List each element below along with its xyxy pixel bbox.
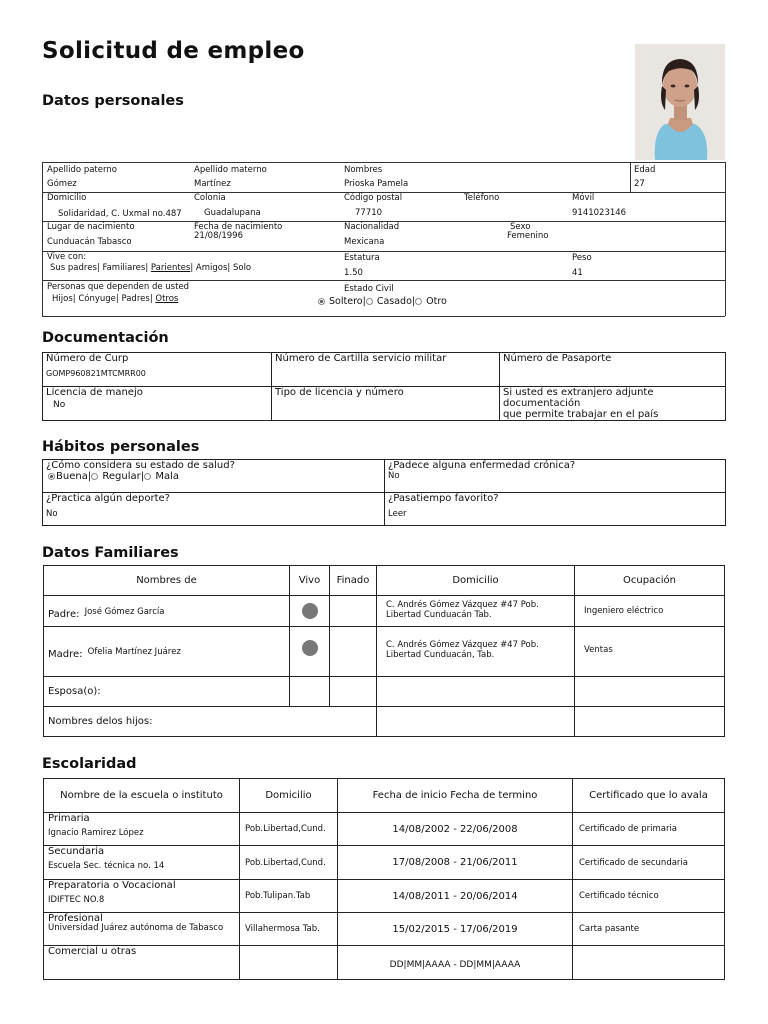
section-title-personal: Datos personales	[42, 93, 184, 109]
header-finado: Finado	[330, 566, 377, 596]
label-dependen: Personas que dependen de usted	[47, 282, 190, 292]
table-row	[44, 596, 725, 627]
school-name[interactable]: Ignacio Ramirez López	[48, 828, 144, 838]
label-peso: Peso	[572, 253, 592, 263]
family-table	[43, 565, 725, 737]
page-title: Solicitud de empleo	[42, 38, 305, 64]
section-title-documentation: Documentación	[42, 330, 169, 346]
value-cp[interactable]: 77710	[355, 208, 383, 218]
person-photo-icon	[635, 44, 725, 160]
estado-civil-options[interactable]: Soltero| Casado| Otro	[318, 296, 447, 307]
level-label: Preparatoria o Vocacional	[48, 880, 176, 891]
value-madre[interactable]: Ofelia Martínez Juárez	[87, 647, 181, 657]
label-esposa[interactable]: Esposa(o):	[44, 677, 290, 707]
option-otro[interactable]: Otro	[426, 296, 447, 307]
value-colonia[interactable]: Guadalupana	[204, 208, 261, 218]
value-peso[interactable]: 41	[572, 268, 583, 278]
option-mala[interactable]: Mala	[155, 471, 179, 482]
value-nacionalidad[interactable]: Mexicana	[344, 237, 385, 247]
school-dates[interactable]: DD|MM|AAAA - DD|MM|AAAA	[338, 946, 573, 980]
radio-icon[interactable]	[366, 298, 373, 305]
value-movil[interactable]: 9141023146	[572, 208, 627, 218]
value-licencia[interactable]: No	[53, 400, 66, 410]
label-extranjero-1: Si usted es extranjero adjunte documentación	[503, 387, 654, 409]
value-domicilio[interactable]: Solidaridad, C. Uxmal no.487	[58, 209, 182, 219]
label-estado-civil: Estado Civil	[344, 284, 394, 294]
table-row	[44, 627, 725, 677]
cell-extranjero[interactable]	[500, 387, 726, 421]
school-name[interactable]: IDIFTEC NO.8	[48, 895, 105, 905]
cell-padre[interactable]	[44, 596, 290, 627]
label-padre: Padre:	[48, 608, 80, 620]
cell-hijos-domicilio[interactable]	[377, 707, 575, 737]
school-cert[interactable]: Certificado técnico	[573, 880, 725, 913]
table-row	[44, 846, 725, 880]
section-title-family: Datos Familiares	[42, 545, 179, 561]
cell-madre-finado[interactable]	[330, 627, 377, 677]
label-apellido-materno: Apellido materno	[194, 165, 267, 175]
radio-icon[interactable]	[318, 298, 325, 305]
cell-curp[interactable]	[43, 353, 272, 387]
option-soltero[interactable]: Soltero	[329, 296, 363, 307]
label-hijos[interactable]: Nombres delos hijos:	[44, 707, 377, 737]
header-vivo: Vivo	[290, 566, 330, 596]
value-fecha-nacimiento[interactable]: 21/08/1996	[194, 231, 243, 241]
cell-esposa-vivo[interactable]	[290, 677, 330, 707]
option-hijos[interactable]: Hijos	[52, 294, 73, 304]
value-madre-domicilio-2: Libertad Cunduacán, Tab.	[386, 650, 495, 660]
table-row	[44, 946, 725, 980]
dependen-options[interactable]: Hijos| Cónyuge| Padres| Otros	[52, 294, 179, 304]
value-edad[interactable]: 27	[634, 179, 645, 189]
radio-icon[interactable]	[91, 473, 98, 480]
header-nombres: Nombres de	[44, 566, 290, 596]
option-conyuge[interactable]: Cónyuge	[78, 294, 116, 304]
label-lugar-nacimiento: Lugar de nacimiento	[47, 222, 135, 232]
school-dates[interactable]: 14/08/2002 - 22/06/2008	[338, 813, 573, 846]
school-name[interactable]: Universidad Juárez autónoma de Tabasco	[48, 923, 224, 933]
school-cert[interactable]: Certificado de primaria	[573, 813, 725, 846]
cell-deporte[interactable]	[43, 493, 385, 526]
section-title-habits: Hábitos personales	[42, 439, 200, 455]
cell-hijos-ocupacion[interactable]	[575, 707, 725, 737]
cell-licencia[interactable]	[43, 387, 272, 421]
level-label: Primaria	[48, 813, 90, 824]
label-apellido-paterno: Apellido paterno	[47, 165, 117, 175]
value-padre-ocupacion[interactable]: Ingeniero eléctrico	[575, 596, 725, 627]
cell-padre-finado[interactable]	[330, 596, 377, 627]
cell-school[interactable]	[44, 946, 240, 980]
option-regular[interactable]: Regular	[102, 471, 141, 482]
option-otros[interactable]: Otros	[155, 294, 179, 304]
radio-icon[interactable]	[415, 298, 422, 305]
school-address[interactable]	[240, 946, 338, 980]
radio-icon[interactable]	[144, 473, 151, 480]
header-ocupacion: Ocupación	[575, 566, 725, 596]
value-sexo[interactable]: Femenino	[507, 231, 549, 241]
label-vive-con: Vive con:	[47, 252, 87, 262]
header-certificado: Certificado que lo avala	[573, 779, 725, 813]
school-cert[interactable]: Carta pasante	[573, 913, 725, 946]
value-deporte[interactable]: No	[46, 509, 58, 519]
school-address[interactable]: Villahermosa Tab.	[240, 913, 338, 946]
label-nacionalidad: Nacionalidad	[344, 222, 400, 232]
label-madre: Madre:	[48, 649, 83, 660]
value-pasatiempo[interactable]: Leer	[388, 509, 407, 519]
table-row	[44, 880, 725, 913]
label-sexo: Sexo	[510, 222, 531, 232]
table-row	[44, 913, 725, 946]
cell-school[interactable]	[44, 880, 240, 913]
label-domicilio: Domicilio	[47, 193, 87, 203]
value-lugar-nacimiento[interactable]: Cunduacán Tabasco	[47, 237, 132, 247]
label-cp: Código postal	[344, 193, 403, 203]
section-title-schooling: Escolaridad	[42, 756, 137, 772]
cell-pasatiempo[interactable]	[385, 493, 726, 526]
value-apellido-paterno[interactable]: Gómez	[47, 179, 77, 189]
cell-salud[interactable]	[43, 460, 385, 493]
school-address[interactable]: Pob.Libertad,Cund.	[240, 813, 338, 846]
cell-pasaporte[interactable]	[500, 353, 726, 387]
label-telefono: Teléfono	[464, 193, 500, 203]
label-extranjero-2: que permite trabajar en el país	[503, 409, 659, 420]
school-name[interactable]: Escuela Sec. técnica no. 14	[48, 861, 165, 871]
label-fecha-nacimiento: Fecha de nacimiento	[194, 222, 283, 232]
value-curp[interactable]: GOMP960821MTCMRR00	[46, 369, 146, 378]
table-row	[44, 813, 725, 846]
cell-cartilla[interactable]	[272, 353, 500, 387]
filled-circle-icon	[302, 603, 318, 619]
option-buena[interactable]: Buena	[56, 471, 88, 482]
cell-cronica[interactable]	[385, 460, 726, 493]
cell-tipo-licencia[interactable]	[272, 387, 500, 421]
cell-esposa-finado[interactable]	[330, 677, 377, 707]
value-madre-ocupacion[interactable]: Ventas	[575, 627, 725, 677]
value-apellido-materno[interactable]: Martínez	[194, 179, 231, 189]
school-dates[interactable]: 17/08/2008 - 21/06/2011	[338, 846, 573, 880]
value-madre-domicilio-1: C. Andrés Gómez Vázquez #47 Pob.	[386, 640, 539, 650]
value-nombres[interactable]: Prioska Pamela	[344, 179, 409, 189]
option-casado[interactable]: Casado	[376, 296, 412, 307]
value-padre-domicilio-1: C. Andrés Gómez Vázquez #47 Pob.	[386, 600, 539, 610]
radio-icon[interactable]	[48, 473, 55, 480]
label-nombres: Nombres	[344, 165, 383, 175]
label-tipo-licencia: Tipo de licencia y número	[275, 387, 404, 398]
filled-circle-icon	[302, 640, 318, 656]
schooling-table	[43, 778, 725, 980]
applicant-photo	[635, 44, 725, 160]
cell-madre[interactable]	[44, 627, 290, 677]
label-deporte: ¿Practica algún deporte?	[46, 493, 170, 504]
label-movil: Móvil	[572, 193, 595, 203]
label-colonia: Colonia	[194, 193, 226, 203]
value-cronica[interactable]: No	[388, 471, 400, 481]
label-pasaporte: Número de Pasaporte	[503, 353, 612, 364]
label-licencia: Licencia de manejo	[46, 387, 143, 398]
label-curp: Número de Curp	[46, 353, 129, 364]
label-estatura: Estatura	[344, 253, 380, 263]
school-cert[interactable]: Certificado de secundaria	[573, 846, 725, 880]
label-cronica: ¿Padece alguna enfermedad crónica?	[388, 460, 576, 471]
option-padres[interactable]: Padres	[121, 294, 150, 304]
school-cert[interactable]	[573, 946, 725, 980]
cell-esposa-domicilio[interactable]	[377, 677, 575, 707]
header-fechas: Fecha de inicio Fecha de termino	[338, 779, 573, 813]
cell-school[interactable]	[44, 846, 240, 880]
level-label: Profesional	[48, 913, 103, 924]
level-label: Secundaria	[48, 846, 105, 857]
header-domicilio: Domicilio	[377, 566, 575, 596]
option-familiares[interactable]: Familiares	[102, 263, 146, 273]
documentation-table	[42, 352, 726, 421]
habits-table	[42, 459, 726, 526]
label-cartilla: Número de Cartilla servicio militar	[275, 353, 447, 364]
cell-padre-domicilio[interactable]	[377, 596, 575, 627]
option-solo[interactable]: Solo	[232, 263, 252, 273]
school-dates[interactable]: 15/02/2015 - 17/06/2019	[338, 913, 573, 946]
label-pasatiempo: ¿Pasatiempo favorito?	[388, 493, 499, 504]
value-estatura[interactable]: 1.50	[344, 268, 363, 278]
school-address[interactable]: Pob.Libertad,Cund.	[240, 846, 338, 880]
cell-school[interactable]	[44, 813, 240, 846]
header-domicilio-escuela: Domicilio	[240, 779, 338, 813]
cell-padre-vivo[interactable]	[290, 596, 330, 627]
vive-con-options[interactable]: Sus padres| Familiares| Parientes| Amigos| Solo	[50, 263, 252, 273]
cell-madre-domicilio[interactable]	[377, 627, 575, 677]
cell-esposa-ocupacion[interactable]	[575, 677, 725, 707]
option-amigos[interactable]: Amigos	[195, 263, 228, 273]
cell-madre-vivo[interactable]	[290, 627, 330, 677]
salud-options[interactable]: Buena| Regular| Mala	[43, 471, 384, 482]
value-padre[interactable]: José Gómez García	[84, 606, 165, 617]
label-salud: ¿Cómo considera su estado de salud?	[46, 460, 235, 471]
school-dates[interactable]: 14/08/2011 - 20/06/2014	[338, 880, 573, 913]
cell-school[interactable]	[44, 913, 240, 946]
level-label: Comercial u otras	[48, 946, 137, 957]
label-edad: Edad	[634, 165, 656, 175]
value-padre-domicilio-2: Libertad Cunduacán Tab.	[386, 610, 492, 620]
table-row	[44, 707, 725, 737]
table-row	[44, 677, 725, 707]
school-address[interactable]: Pob.Tulipan.Tab	[240, 880, 338, 913]
option-parientes[interactable]: Parientes	[150, 263, 191, 273]
header-escuela: Nombre de la escuela o instituto	[44, 779, 240, 813]
option-sus-padres[interactable]: Sus padres	[50, 263, 97, 273]
